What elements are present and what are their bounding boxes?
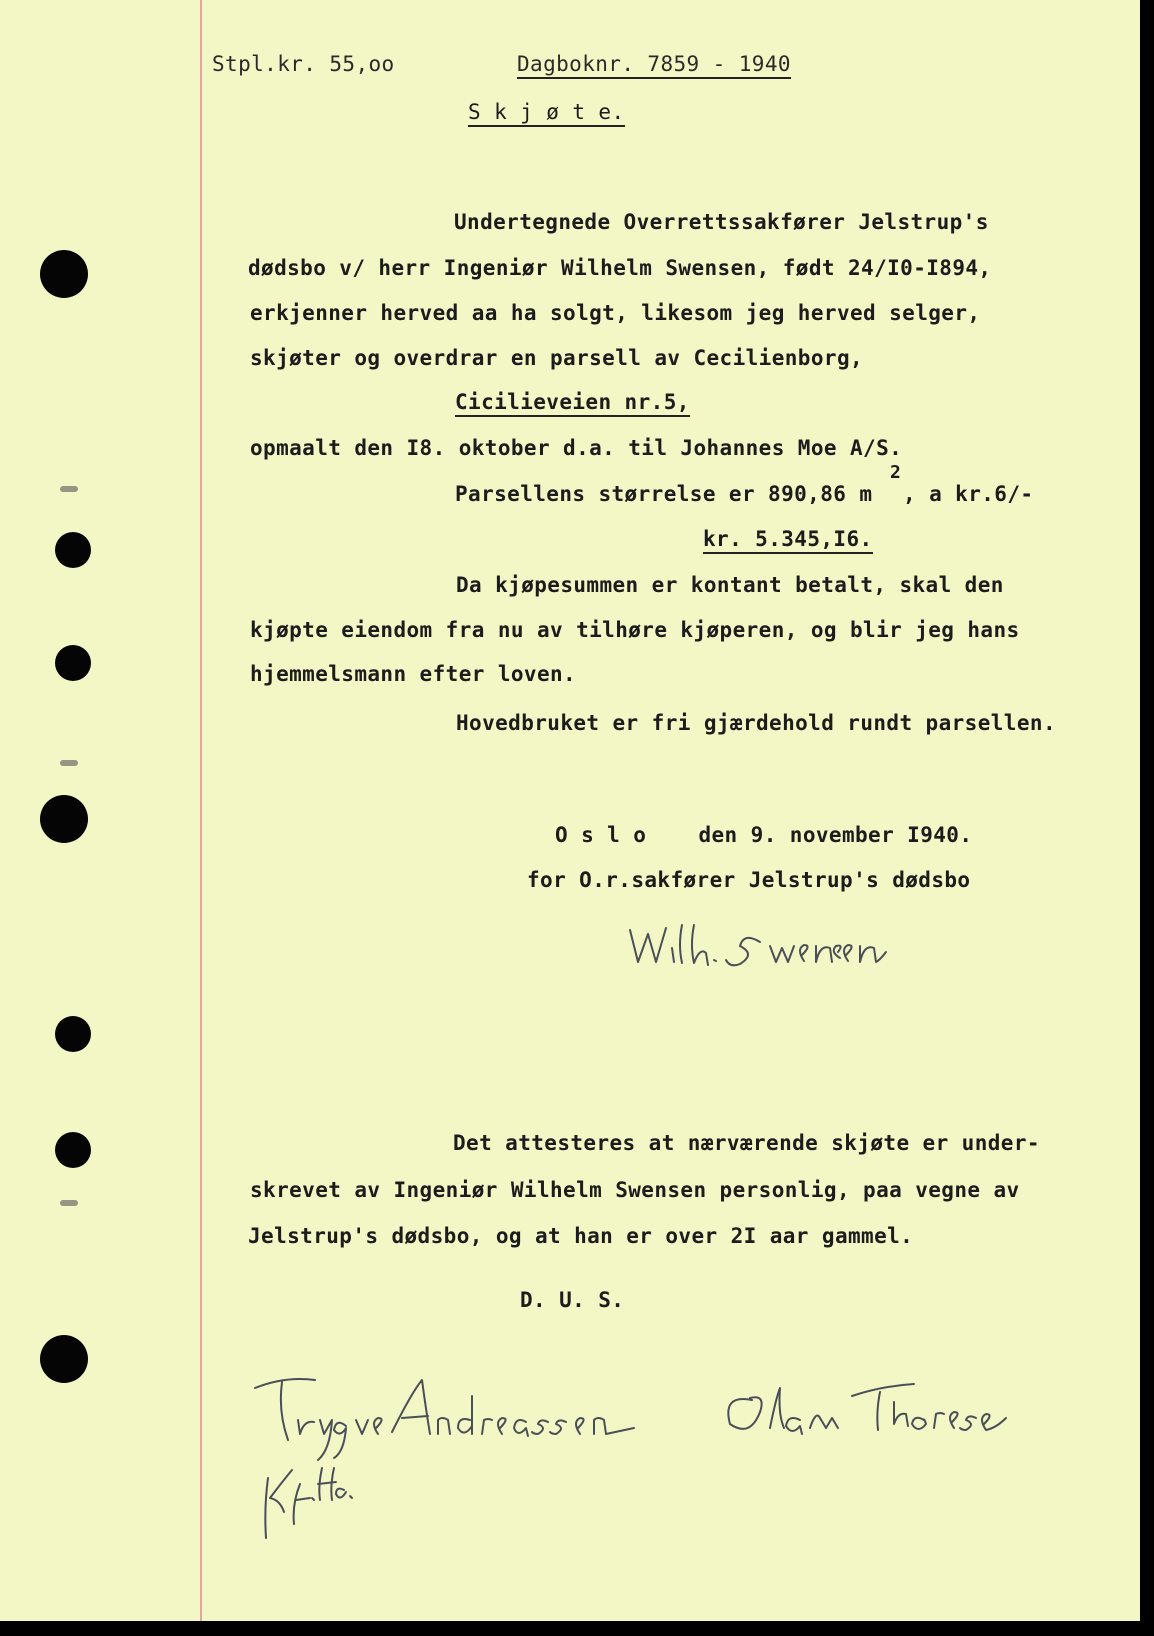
body-line: skjøter og overdrar en parsell av Cecilienborg, bbox=[250, 346, 864, 370]
body-line: Undertegnede Overrettssakfører Jelstrup's bbox=[454, 210, 989, 234]
body-line: erkjenner herved aa ha solgt, likesom jeg herved selger, bbox=[250, 301, 981, 325]
area-superscript: 2 bbox=[890, 462, 901, 483]
stamp-fee: Stpl.kr. 55,oo bbox=[212, 52, 395, 76]
body-line: Hovedbruket er fri gjærdehold rundt parsellen. bbox=[456, 711, 1056, 735]
journal-number: Dagboknr. 7859 - 1940 bbox=[517, 52, 791, 79]
attestation-initials: D. U. S. bbox=[520, 1288, 625, 1312]
body-line: hjemmelsmann efter loven. bbox=[250, 662, 577, 686]
body-line: dødsbo v/ herr Ingeniør Wilhelm Swensen, født 24/I0-I894, bbox=[248, 256, 992, 280]
document-title: S k j ø t e. bbox=[468, 100, 625, 127]
total-amount: kr. 5.345,I6. bbox=[703, 527, 873, 554]
body-line: opmaalt den I8. oktober d.a. til Johannes Moe A/S. bbox=[250, 436, 903, 460]
body-line: Parsellens størrelse er 890,86 m bbox=[455, 482, 873, 506]
body-line: kjøpte eiendom fra nu av tilhøre kjøperen, og blir jeg hans bbox=[250, 618, 1020, 642]
body-line: Da kjøpesummen er kontant betalt, skal den bbox=[456, 573, 1004, 597]
attestation-line: Det attesteres at nærværende skjøte er under- bbox=[453, 1131, 1040, 1155]
attestation-line: skrevet av Ingeniør Wilhelm Swensen personlig, paa vegne av bbox=[250, 1178, 1020, 1202]
price-per-unit: , a kr.6/- bbox=[903, 482, 1034, 506]
on-behalf-line: for O.r.sakfører Jelstrup's dødsbo bbox=[527, 868, 971, 892]
place-date: O s l o den 9. november I940. bbox=[555, 823, 973, 847]
attestation-line: Jelstrup's dødsbo, og at han er over 2I aar gammel. bbox=[248, 1224, 914, 1248]
property-address: Cicilieveien nr.5, bbox=[455, 390, 690, 417]
